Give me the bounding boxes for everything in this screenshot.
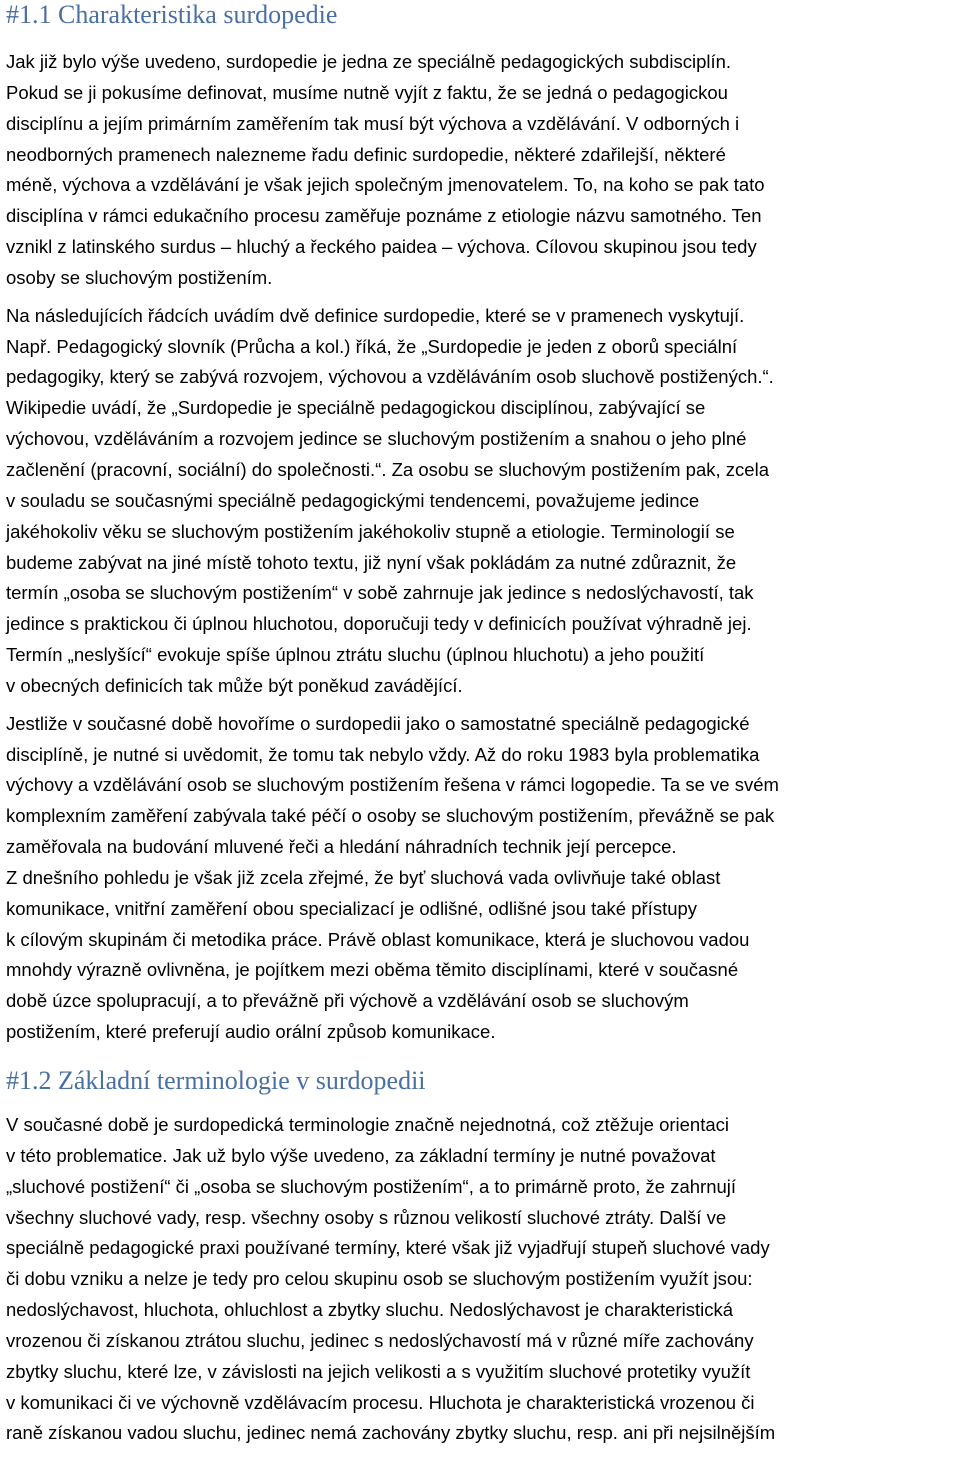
paragraph xyxy=(6,1110,956,1449)
text-line: mnohdy výrazně ovlivněna, je pojítkem mezi oběma těmito disciplínami, které v současné xyxy=(6,959,739,981)
text-line: Wikipedie uvádí, že „Surdopedie je speciálně pedagogickou disciplínou, zabývající se xyxy=(6,397,706,419)
text-line: neodborných pramenech nalezneme řadu definic surdopedie, některé zdařilejší, některé xyxy=(6,143,726,165)
text-line: speciálně pedagogické praxi používané termíny, které však již vyjadřují stupeň sluchové vady xyxy=(6,1237,770,1259)
text-line: jakéhokoliv věku se sluchovým postižením jakéhokoliv stupně a etiologie. Terminologií se xyxy=(6,520,735,542)
text-line: postižením, které preferují audio orální způsob komunikace. xyxy=(6,1021,496,1043)
text-line: komunikace, vnitřní zaměření obou specializací je odlišné, odlišné jsou také přístupy xyxy=(6,897,698,919)
text-line: všechny sluchové vady, resp. všechny osoby s různou velikostí sluchové ztráty. Další ve xyxy=(6,1206,727,1228)
text-line: raně získanou vadou sluchu, jedinec nemá zachovány zbytky sluchu, resp. ani při nejsilnějším xyxy=(6,1422,776,1444)
section-body xyxy=(6,1110,956,1449)
text-line: výchovy a vzdělávání osob se sluchovým postižením řešena v rámci logopedie. Ta se ve svém xyxy=(6,774,779,796)
section-body xyxy=(6,47,956,1048)
text-line: jedince s praktickou či úplnou hluchotou, doporučuji tedy v definicích používat výhradně jej. xyxy=(6,613,752,635)
text-line: Jak již bylo výše uvedeno, surdopedie je jedna ze speciálně pedagogických subdisciplín. xyxy=(6,51,732,72)
text-line: Např. Pedagogický slovník (Průcha a kol.) říká, že „Surdopedie je jeden z oborů speciální xyxy=(6,335,738,357)
text-line: výchovou, vzděláváním a rozvojem jedince se sluchovým postižením a snahou o jeho plné xyxy=(6,428,747,450)
text-line: „sluchové postižení“ či „osoba se sluchovým postižením“, a to primárně proto, že zahrnují xyxy=(6,1175,737,1197)
text-line: začlenění (pracovní, sociální) do společnosti.“. Za osobu se sluchovým postižením pak, zcela xyxy=(6,458,769,480)
paragraph xyxy=(6,47,956,294)
text-line: nedoslýchavost, hluchota, ohluchlost a zbytky sluchu. Nedoslýchavost je charakteristická xyxy=(6,1299,734,1321)
document-page xyxy=(6,0,956,1456)
paragraph xyxy=(6,709,956,1048)
text-line: Jestliže v současné době hovoříme o surdopedii jako o samostatné speciálně pedagogické xyxy=(6,712,750,734)
text-line: V současné době je surdopedická terminologie značně nejednotná, což ztěžuje orientaci xyxy=(6,1114,729,1135)
paragraph xyxy=(6,301,956,702)
section-heading: #1.1 Charakteristika surdopedie xyxy=(6,0,338,29)
text-line: komplexním zaměření zabývala také péčí o osoby se sluchovým postižením, převážně se pak xyxy=(6,805,775,827)
text-line: v komunikaci či ve výchovně vzdělávacím procesu. Hluchota je charakteristická vrozenou či xyxy=(6,1391,755,1413)
text-line: budeme zabývat na jiné místě tohoto textu, již nyní však pokládám za nutné zdůraznit, že xyxy=(6,551,737,573)
text-line: disciplíně, je nutné si uvědomit, že tomu tak nebylo vždy. Až do roku 1983 byla problematika xyxy=(6,743,760,765)
text-line: disciplína v rámci edukačního procesu zaměřuje poznáme z etiologie názvu samotného. Ten xyxy=(6,205,762,227)
text-line: Pokud se ji pokusíme definovat, musíme nutně vyjít z faktu, že se jedná o pedagogickou xyxy=(6,81,728,103)
text-line: zaměřovala na budování mluvené řeči a hledání náhradních technik její percepce. xyxy=(6,836,677,858)
text-line: méně, výchova a vzdělávání je však jejich společným jmenovatelem. To, na koho se pak tato xyxy=(6,174,765,196)
text-line: termín „osoba se sluchovým postižením“ v sobě zahrnuje jak jedince s nedoslýchavostí, tak xyxy=(6,582,754,604)
text-line: Termín „neslyšící“ evokuje spíše úplnou ztrátu sluchu (úplnou hluchotu) a jeho použití xyxy=(6,644,705,666)
text-line: vrozenou či získanou ztrátou sluchu, jedinec s nedoslýchavostí má v různé míře zachovány xyxy=(6,1329,754,1351)
text-line: či dobu vzniku a nelze je tedy pro celou skupinu osob se sluchovým postižením využít jsou: xyxy=(6,1268,753,1290)
section-heading: #1.2 Základní terminologie v surdopedii xyxy=(6,1066,426,1095)
text-line: Z dnešního pohledu je však již zcela zřejmé, že byť sluchová vada ovlivňuje také oblast xyxy=(6,866,721,888)
text-line: k cílovým skupinám či metodika práce. Právě oblast komunikace, která je sluchovou vadou xyxy=(6,928,750,950)
text-line: disciplínu a jejím primárním zaměřením tak musí být výchova a vzdělávání. V odborných i xyxy=(6,112,740,134)
text-line: pedagogiky, který se zabývá rozvojem, výchovou a vzděláváním osob sluchově postižených.“. xyxy=(6,366,774,388)
text-line: v této problematice. Jak už bylo výše uvedeno, za základní termíny je nutné považovat xyxy=(6,1144,716,1166)
text-line: vznikl z latinského surdus – hluchý a řeckého paidea – výchova. Cílovou skupinou jsou tedy xyxy=(6,236,757,258)
text-line: osoby se sluchovým postižením. xyxy=(6,266,273,288)
text-line: době úzce spolupracují, a to převážně při výchově a vzdělávání osob se sluchovým xyxy=(6,990,689,1012)
text-line: v souladu se současnými speciálně pedagogickými tendencemi, považujeme jedince xyxy=(6,489,700,511)
text-line: zbytky sluchu, které lze, v závislosti na jejich velikosti a s využitím sluchové protetiky využít xyxy=(6,1360,751,1382)
text-line: v obecných definicích tak může být poněkud zavádějící. xyxy=(6,674,463,696)
text-line: Na následujících řádcích uvádím dvě definice surdopedie, které se v pramenech vyskytují. xyxy=(6,304,745,326)
